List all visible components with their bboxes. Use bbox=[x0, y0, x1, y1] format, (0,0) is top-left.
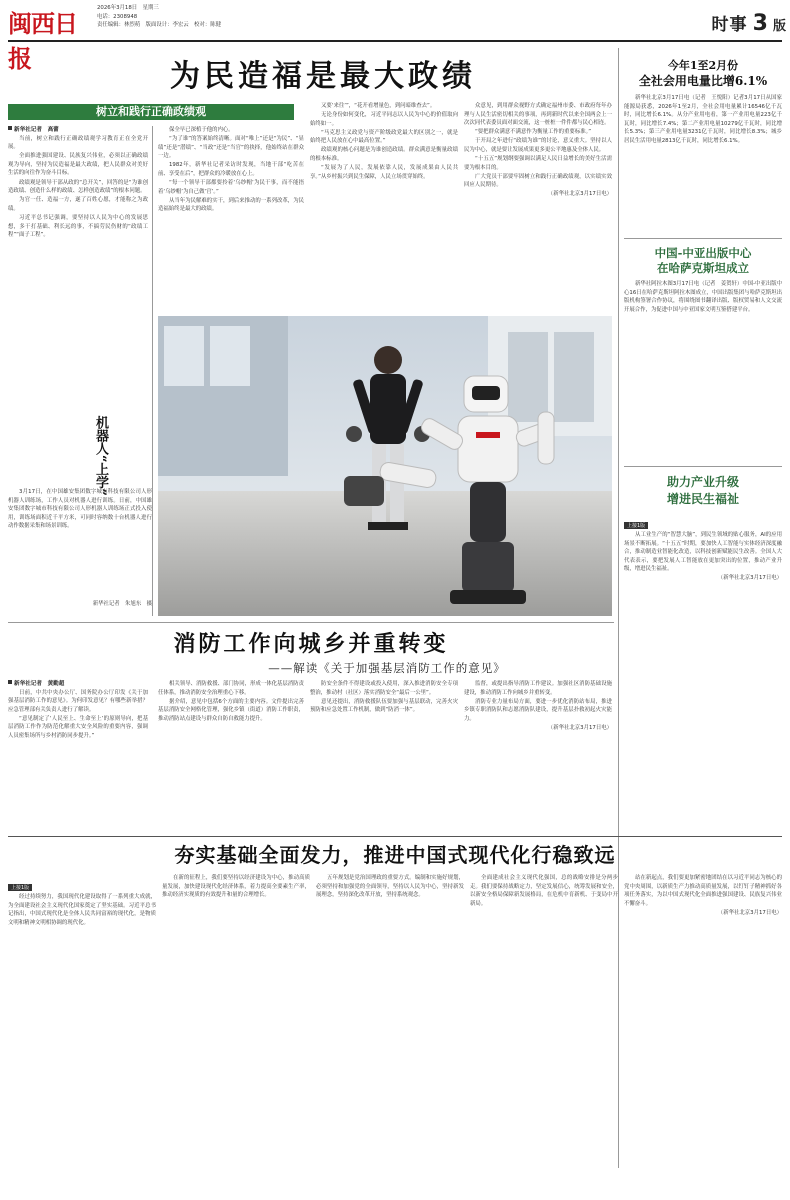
paragraph: 为官一任、造福一方，遂了百姓心愿，才能称之为政绩。 bbox=[8, 197, 148, 212]
paragraph: 保全早已深植于他的内心。 bbox=[169, 127, 234, 133]
brief-publishing-center bbox=[624, 246, 782, 460]
big-col-5 bbox=[624, 874, 782, 1174]
page-suffix: 版 bbox=[772, 19, 786, 34]
paragraph: 又要‘来往’”，“花开看增量色，到问暗维查去”。 bbox=[321, 103, 436, 109]
fire-col-4 bbox=[464, 680, 612, 830]
brief1-text: 新华社北京3月17日电（记者 王悦阳）记者3月17日从国家能源局获悉，2026年1至2月，全社会用电量累计16546亿千瓦时，同比增长6.1%。从分产业用电看，第一产业用电量223亿千瓦时，同比增长7.4%；第二产业用电量10279亿千瓦时，同比增长5.3%；第三产业用电量3231亿千瓦时，同比增长8.3%；城乡居民生活用电量2813亿千瓦时，同比增长6.1%。 bbox=[624, 95, 782, 144]
header-date: 2026年3月18日 星期三 bbox=[97, 5, 159, 11]
brief2-text: 新华社阿拉木图3月17日电（记者 姜贺轩）中国-中亚出版中心16日在哈萨克斯坦阿拉木图成立，中国出版集团与哈萨克斯坦出版机构签署合作协议，将围绕图书翻译出版、版权贸易和人文交流开展合作，为促进中国与中亚国家文明互鉴搭建平台。 bbox=[624, 281, 782, 313]
fire-byline: 新华社记者 黄勤超 bbox=[8, 680, 148, 689]
paragraph: 日前，中共中央办公厅、国务院办公厅印发《关于加强基层消防工作的意见》。为何印发意见？有哪些新举措？应急管理部有关负责人进行了解读。 bbox=[8, 689, 148, 713]
section-divider bbox=[8, 836, 782, 837]
header-editors: 责任编辑：林烈萌 版面设计：李宏云 校对：陈健 bbox=[97, 22, 221, 29]
page-number: 3 bbox=[752, 11, 768, 36]
paragraph: 政绩观的核心问题是为谁创造政绩。群众满意是衡量政绩的根本标准。 bbox=[310, 147, 458, 163]
paragraph: 在新的征程上，我们要坚持以经济建设为中心，推动高质量发展，加快建设现代化经济体系，着力提高全要素生产率，推动经济实现质的有效提升和量的合理增长。 bbox=[162, 875, 310, 899]
paragraph: 全面建成社会主义现代化强国，总的战略安排是分两步走。我们要保持战略定力，坚定发展信心，统筹发展和安全，以新安全格局保障新发展格局，在危机中育新机、于变局中开新局。 bbox=[470, 875, 618, 907]
paragraph: “意见制定了‘人民至上、生命至上’的原则导向，把基层消防工作作为防范化解重大安全风险的重要内容，强调人员密集场所与乡村消防同步提升。” bbox=[8, 715, 148, 740]
main-col-3 bbox=[310, 102, 458, 310]
byline-sign: （新华社北京3月17日电） bbox=[717, 575, 782, 582]
paragraph: “发展为了人民，发展依靠人民，发展成果由人民共享。”从乡村振兴到民生保障，人民立场贯穿始终。 bbox=[310, 165, 458, 180]
header-meta bbox=[97, 4, 337, 30]
brief-power-usage bbox=[624, 58, 782, 234]
paragraph: 意见还提出，消防救援队伍要加强与基层联动，完善火灾预防和应急处置工作机制，做到“防消一体”。 bbox=[310, 698, 458, 714]
byline-sign: （新华社北京3月17日电） bbox=[547, 724, 612, 731]
robot-credit: 新华社记者 朱旭东 摄 bbox=[92, 601, 152, 607]
big-col-3 bbox=[316, 874, 464, 1174]
fire-col-2 bbox=[158, 680, 304, 830]
paragraph: 据介绍，意见中包括6个方面的主要内容。文件提出完善基层消防安全网格化管理，强化乡镇（街道）消防工作职责，推动消防站点建设与群众自防自救能力提升。 bbox=[158, 698, 304, 722]
main-col-2 bbox=[158, 126, 304, 310]
paragraph: 广大党员干部要牢固树立和践行正确政绩观，以实绩实效回应人民期待。 bbox=[464, 173, 612, 189]
main-col-4 bbox=[464, 102, 612, 310]
paragraph: 全面推进强国建设、民族复兴伟业，必须以正确政绩观为导向，坚持为民造福是最大政绩，把人民群众对美好生活的向往作为奋斗目标。 bbox=[8, 153, 148, 177]
paragraph: “为了谁”的答案始终清晰。面对“唯上”还是“为民”、“显绩”还是“潜绩”、“当政”还是“当官”的抉择，他始终站在群众一边。 bbox=[158, 136, 304, 160]
big-headline: 夯实基础全面发力，推进中国式现代化行稳致远 bbox=[174, 843, 616, 867]
paragraph: 防安全条件不得建设或投入使用，深入推进消防安全专项整治，推动村（社区）落实消防安全“最后一公里”。 bbox=[310, 681, 458, 696]
paragraph: 习近平总书记强调，要坚持以人民为中心的发展思想，多干打基础、利长远的事，不搞劳民伤财的“政绩工程”“面子工程”。 bbox=[8, 214, 148, 239]
feature-industry bbox=[624, 474, 782, 831]
paragraph: 当前，树立和践行正确政绩观学习教育正在全党开展。 bbox=[8, 135, 148, 151]
byline-sign: （新华社北京3月17日电） bbox=[717, 909, 782, 916]
paragraph: “马克思主义政党与资产阶级政党最大的区别之一，就是始终把人民放在心中最高位置。” bbox=[310, 129, 458, 145]
section-divider bbox=[8, 622, 614, 623]
brief1-title-2: 全社会用电量比增6.1% bbox=[638, 74, 768, 88]
fire-col-1 bbox=[8, 680, 148, 830]
page-section bbox=[676, 10, 786, 38]
brief2-title-1: 中国-中亚出版中心 bbox=[654, 246, 752, 260]
continued-label: 上接1版 bbox=[8, 884, 32, 891]
brief2-title-2: 在哈萨克斯坦成立 bbox=[657, 261, 749, 275]
big-col-1 bbox=[8, 874, 156, 1174]
paragraph: 相关领导、消防救援、部门协同，形成一体化基层消防责任体系，推动消防安全治理重心下移。 bbox=[158, 681, 304, 696]
paragraph: 消防专业力量布局方面，要进一步优化消防站布局，推进乡镇专职消防队和志愿消防队建设，提升基层扑救初起火灾能力。 bbox=[464, 698, 612, 722]
byline-sign: （新华社北京3月17日电） bbox=[547, 191, 612, 198]
paragraph: 经过持续努力，我国现代化建设取得了一系列重大成就，为全面建设社会主义现代化国家奠定了坚实基础。习近平总书记指出，中国式现代化是全体人民共同富裕的现代化，是物质文明和精神文明相协调的现代化。 bbox=[8, 894, 156, 926]
feature-title-1: 助力产业升级 bbox=[666, 475, 739, 489]
fire-subheadline: ——解读《关于加强基层消防工作的意见》 bbox=[268, 661, 506, 675]
big-col-2 bbox=[162, 874, 310, 1174]
paragraph: “十五五”规划纲要强调以满足人民日益增长的美好生活需要为根本目的。 bbox=[464, 156, 612, 171]
paragraph: 五年规划是党治国理政的重要方式。编制和实施好规划，必须坚持和加强党的全面领导，坚持以人民为中心，坚持新发展理念，坚持深化改革开放，坚持系统观念。 bbox=[316, 875, 464, 899]
brief1-title-1: 今年1至2月份 bbox=[667, 59, 739, 72]
section-divider bbox=[624, 238, 782, 239]
robot-caption-block bbox=[8, 316, 152, 616]
main-subheading: 树立和践行正确政绩观 bbox=[8, 104, 294, 120]
robot-caption-title: 机器人“上学” bbox=[93, 416, 108, 496]
main-col-1 bbox=[8, 126, 148, 310]
header-phone: 电话：2308948 bbox=[97, 13, 138, 20]
paragraph: “要把群众满意不满意作为衡量工作的重要标准。” bbox=[475, 129, 592, 136]
robot-photo bbox=[158, 316, 612, 616]
robot-caption: 3月17日，在中国雄安集团数字城市科技有限公司人形机器人训练场，工作人员对机器人进行训练。日前，中国雄安集团数字城市科技有限公司人形机器人训练场正式投入使用，训练场面积近千平方米，可同时容纳数十台机器人进行动作数据采集和场景训练。 bbox=[8, 489, 152, 530]
column-divider bbox=[152, 126, 153, 616]
header-rule bbox=[8, 40, 782, 42]
main-byline: 新华社记者 高蕾 bbox=[8, 126, 148, 135]
section-divider bbox=[624, 466, 782, 467]
paragraph: 于开局之年进行“政绩为谁”的讨论，意义重大。坚持以人民为中心，就是要让发展成果更多更公平地惠及全体人民。 bbox=[464, 138, 612, 153]
paragraph: 监督，或提出指导消防工作建议。加强社区消防基础设施建设，推动消防工作向城乡并重转变。 bbox=[464, 681, 612, 696]
fire-col-3 bbox=[310, 680, 458, 830]
paragraph: 1982年，新华社记者采访时发现，当地干部“吃苦在前、享受在后”，把群众的冷暖放在心上。 bbox=[158, 162, 304, 177]
masthead-logo: 闽西日报 bbox=[8, 9, 77, 73]
paragraph: 从当年为民解难的实干，到后来推动的一系列改革，为民造福始终是最大的政绩。 bbox=[158, 197, 304, 213]
section-title: 时事 bbox=[711, 15, 748, 35]
paragraph: “每一个领导干部都要拎着‘乌纱帽’为民干事，而不能捂着‘乌纱帽’为自己做‘官’。” bbox=[158, 180, 304, 195]
robot-photo-illustration bbox=[158, 316, 612, 616]
feature-text: 从工业生产的“智慧大脑”，到民生领域的贴心服务，AI的应用场景不断拓展。“十五五”时期，要加快人工智能与实体经济深度融合，推动制造业智能化改造，以科技创新赋能民生改善。全国人大代表表示，要把发展人工智能放在更加突出的位置，推动产业升级，增进民生福祉。 （新华社北京3月17日电） bbox=[624, 532, 782, 582]
paragraph: 政绩观是领导干部从政的“总开关”，回答的是“为谁创造政绩、创造什么样的政绩、怎样创造政绩”的根本问题。 bbox=[8, 179, 148, 195]
paragraph: 站在新起点，我们要更加紧密地团结在以习近平同志为核心的党中央周围，以新质生产力推动高质量发展，以钉钉子精神抓好各项任务落实，为以中国式现代化全面推进强国建设、民族复兴伟业不懈奋斗。 bbox=[624, 875, 782, 907]
main-headline: 为民造福是最大政绩 bbox=[170, 59, 476, 94]
right-column-divider bbox=[618, 48, 619, 1168]
paragraph: 众意见，到用群众视野方式确定福州市委、市政府每年办理与人民生活密切相关的事项，再到新时代以来全国两会上一次次同代表委员面对面交流，这一桩桩一件件都与民心相连。 bbox=[464, 103, 612, 127]
big-col-4 bbox=[470, 874, 618, 1174]
continued-label: 上接1版 bbox=[624, 522, 648, 529]
fire-headline: 消防工作向城乡并重转变 bbox=[173, 631, 449, 657]
feature-title-2: 增进民生福祉 bbox=[666, 492, 739, 506]
paragraph: 无论身份如何变化，习近平同志以人民为中心的价值取向始终如一。 bbox=[310, 112, 458, 127]
